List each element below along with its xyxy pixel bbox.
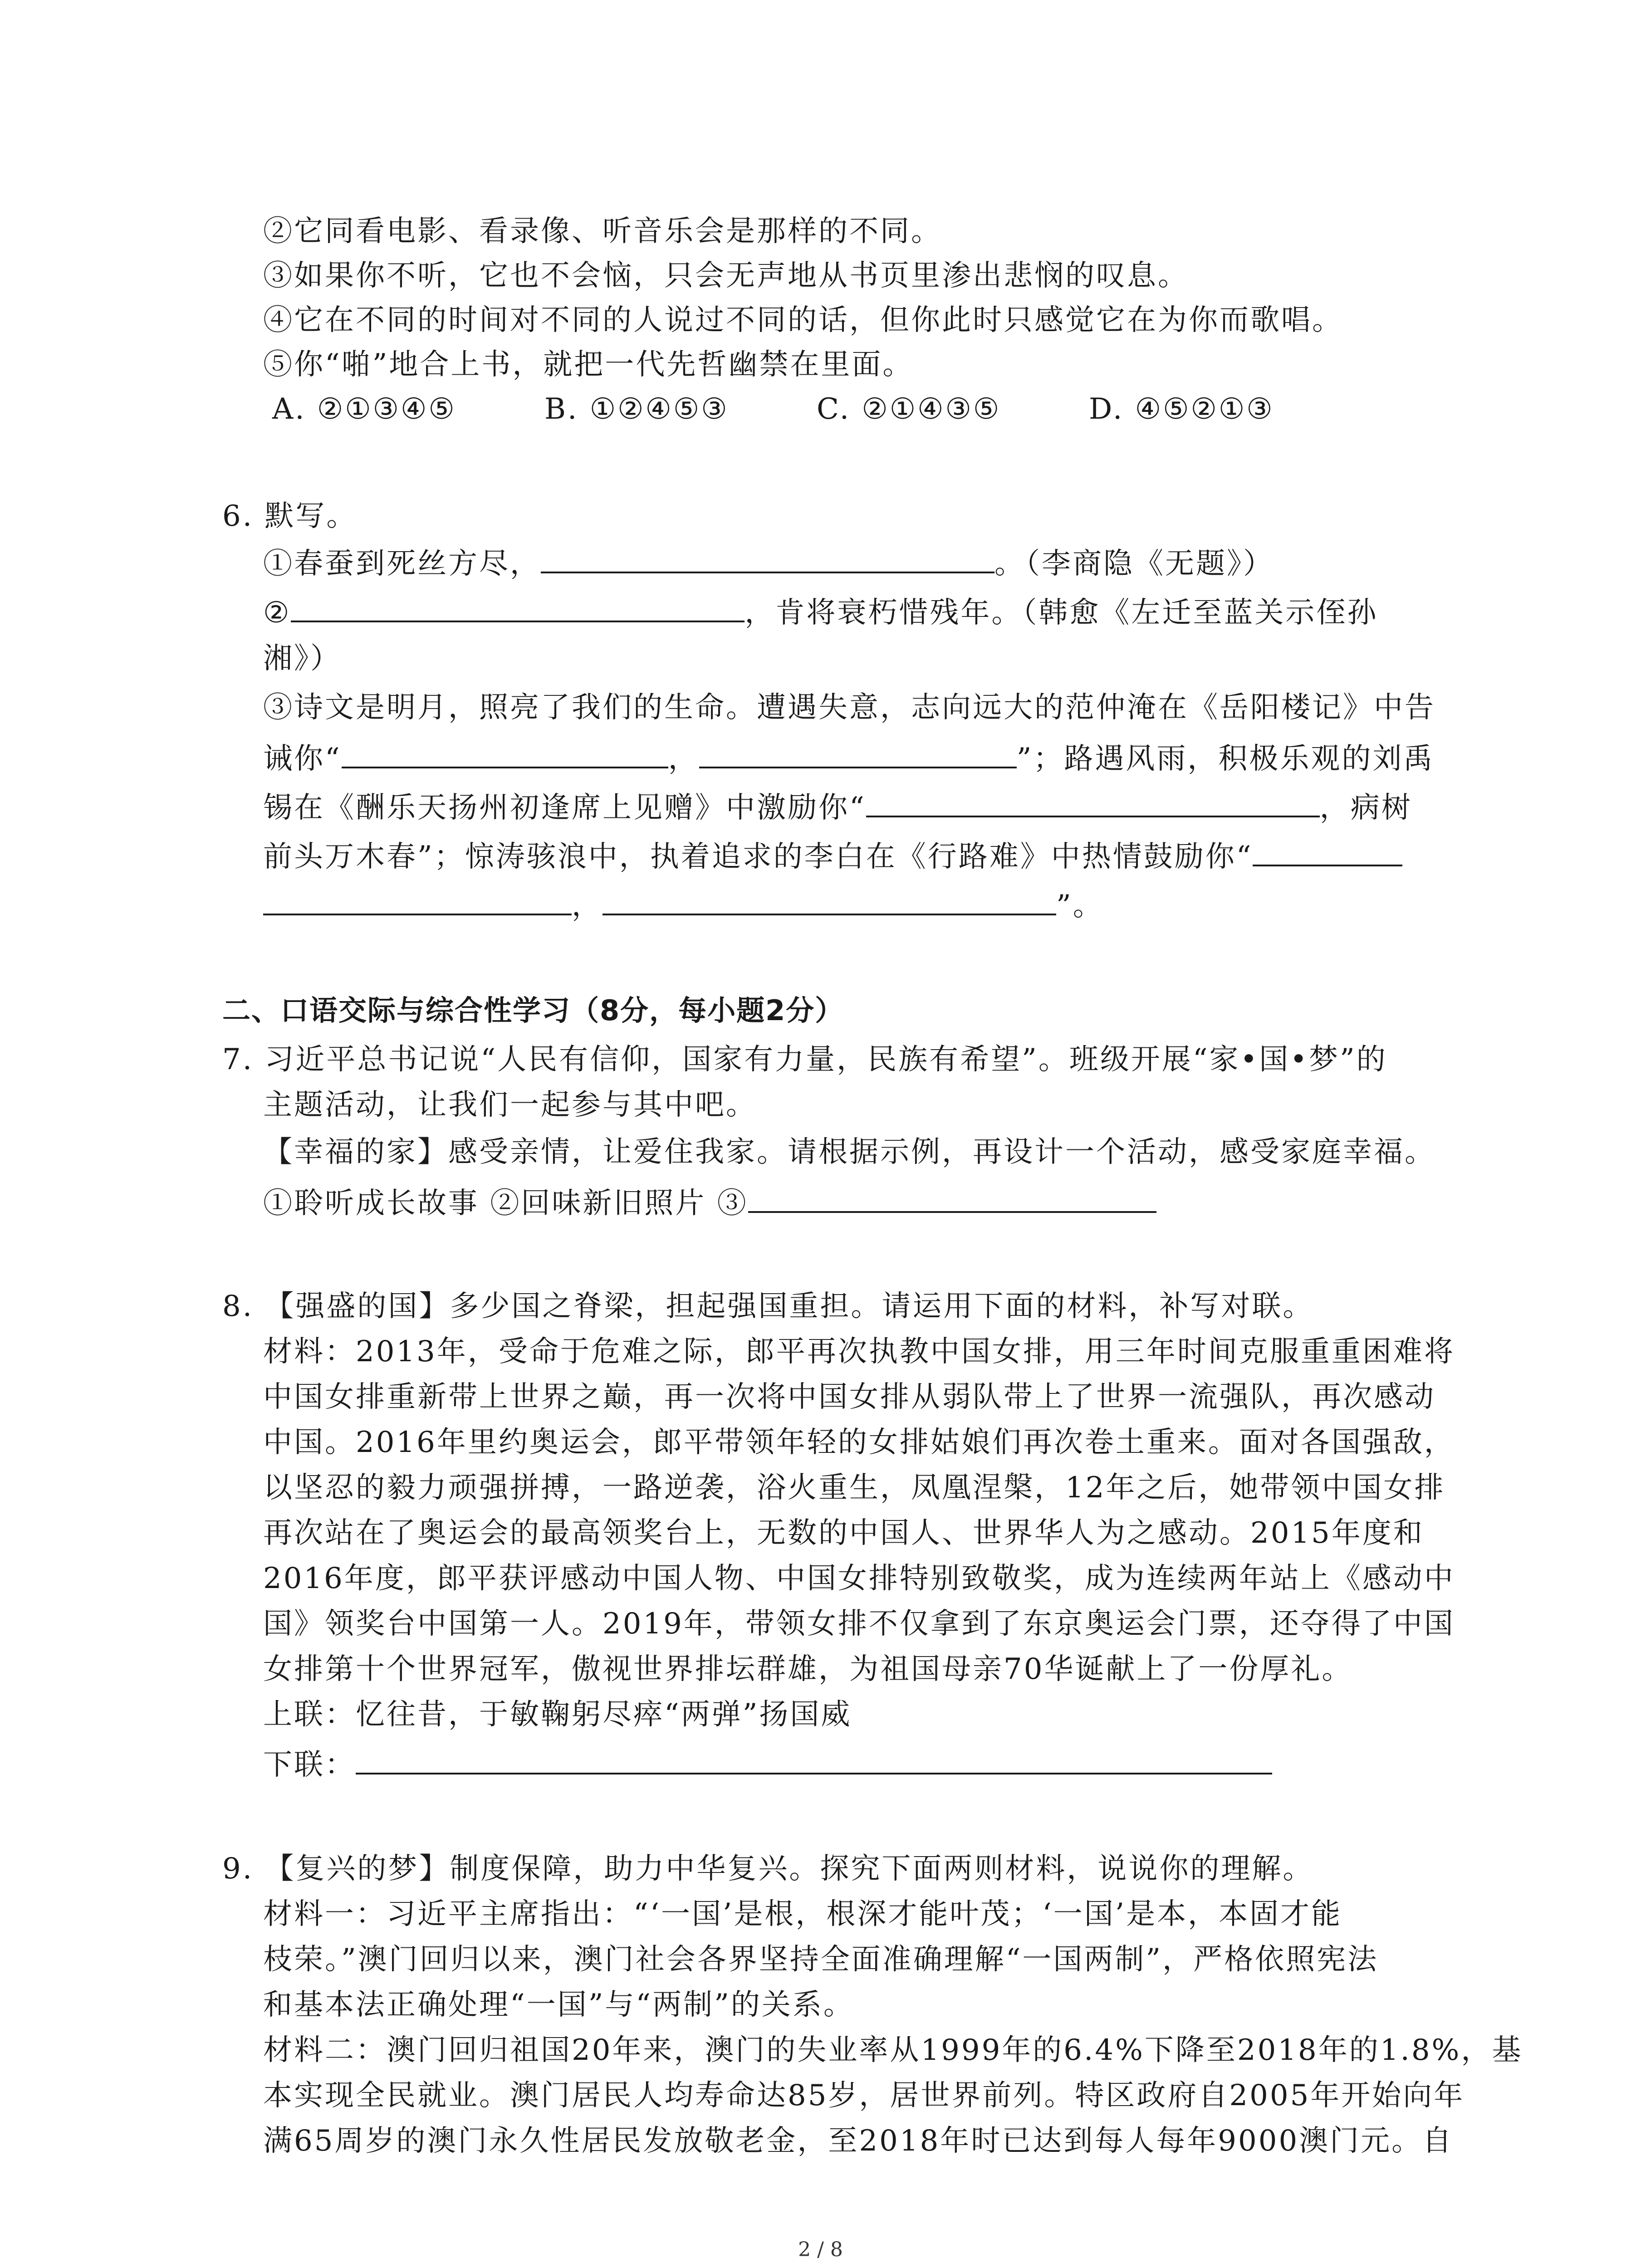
- q5-option-a: A. ②①③④⑤: [272, 392, 456, 426]
- q8-lower-couplet: 下联：: [263, 1745, 1272, 1783]
- q6-line-6: 锡在《酬乐天扬州初逢席上见赠》中激励你“ ，病树: [263, 787, 1412, 826]
- q7-line-4: ①聆听成长故事 ②回味新旧照片 ③: [263, 1183, 1156, 1222]
- q8-line-1: 8. 【强盛的国】多少国之脊梁，担起强国重担。请运用下面的材料，补写对联。: [222, 1290, 1314, 1323]
- q9-line-5: 材料二：澳门回归祖国20年来，澳门的失业率从1999年的6.4%下降至2018年的1.8%，基: [263, 2033, 1523, 2067]
- q5-option-b: B. ①②④⑤③: [544, 392, 729, 426]
- q8-line-4: 中国。2016年里约奥运会，郎平带领年轻的女排姑娘们再次卷土重来。面对各国强敌，: [263, 1426, 1455, 1459]
- q6-line-8: ， ”。: [263, 885, 1104, 924]
- q5-options: [272, 391, 1361, 427]
- q6-line-1: ①春蚕到死丝方尽， 。（李商隐《无题》）: [263, 543, 1274, 582]
- q8-line-8: 国》领奖台中国第一人。2019年，带领女排不仅拿到了东京奥运会门票，还夺得了中国: [263, 1607, 1455, 1641]
- q5-item-3: ③如果你不听，它也不会恼，只会无声地从书页里渗出悲悯的叹息。: [263, 259, 1189, 293]
- q6-line-2: ② ，肯将衰朽惜残年。（韩愈《左迁至蓝关示侄孙: [263, 592, 1378, 631]
- answer-blank[interactable]: [603, 885, 1056, 915]
- q6-line-5: 诫你“ ， ”；路遇风雨，积极乐观的刘禹: [263, 738, 1434, 777]
- q8-line-3: 中国女排重新带上世界之巅，再一次将中国女排从弱队带上了世界一流强队，再次感动: [263, 1380, 1435, 1414]
- q8-line-6: 再次站在了奥运会的最高领奖台上，无数的中国人、世界华人为之感动。2015年度和: [263, 1516, 1424, 1550]
- answer-blank[interactable]: [1253, 836, 1402, 866]
- answer-blank[interactable]: [263, 885, 572, 915]
- q9-line-6: 本实现全民就业。澳门居民人均寿命达85岁，居世界前列。特区政府自2005年开始向年: [263, 2079, 1465, 2112]
- q6-line-7: 前头万木春”；惊涛骇浪中，执着追求的李白在《行路难》中热情鼓励你“: [263, 836, 1402, 875]
- page-number: 2 / 8: [798, 2238, 843, 2261]
- q5-option-d: D. ④⑤②①③: [1089, 392, 1274, 426]
- q8-upper-couplet: 上联：忆往昔，于敏鞠躬尽瘁“两弹”扬国威: [263, 1698, 852, 1731]
- answer-blank[interactable]: [699, 738, 1017, 768]
- q9-line-1: 9. 【复兴的梦】制度保障，助力中华复兴。探究下面两则材料，说说你的理解。: [222, 1852, 1314, 1886]
- q5-option-c: C. ②①④③⑤: [817, 392, 1001, 426]
- q5-item-4: ④它在不同的时间对不同的人说过不同的话，但你此时只感觉它在为你而歌唱。: [263, 303, 1343, 337]
- q8-line-5: 以坚忍的毅力顽强拼搏，一路逆袭，浴火重生，凤凰涅槃，12年之后，她带领中国女排: [263, 1471, 1445, 1505]
- answer-blank[interactable]: [866, 787, 1320, 817]
- q8-line-9: 女排第十个世界冠军，傲视世界排坛群雄，为祖国母亲70华诞献上了一份厚礼。: [263, 1652, 1353, 1686]
- q6-title: 6. 默写。: [222, 499, 358, 533]
- answer-blank[interactable]: [342, 738, 668, 768]
- q6-line-4: ③诗文是明月，照亮了我们的生命。遭遇失意，志向远大的范仲淹在《岳阳楼记》中告: [263, 691, 1435, 724]
- answer-blank[interactable]: [291, 592, 745, 622]
- answer-blank[interactable]: [356, 1745, 1272, 1774]
- q7-line-1: 7. 习近平总书记说“人民有信仰，国家有力量，民族有希望”。班级开展“家•国•梦”的: [222, 1043, 1387, 1076]
- q8-line-2: 材料：2013年，受命于危难之际，郎平再次执教中国女排，用三年时间克服重重困难将: [263, 1335, 1455, 1369]
- q9-line-4: 和基本法正确处理“一国”与“两制”的关系。: [263, 1988, 854, 2022]
- q9-line-3: 枝荣。”澳门回归以来，澳门社会各界坚持全面准确理解“一国两制”，严格依照宪法: [263, 1943, 1379, 1976]
- q6-line-3: 湘》）: [263, 642, 341, 675]
- q7-line-3: 【幸福的家】感受亲情，让爱住我家。请根据示例，再设计一个活动，感受家庭幸福。: [263, 1135, 1435, 1169]
- section-heading: 二、口语交际与综合性学习（8分，每小题2分）: [222, 994, 844, 1027]
- q9-line-2: 材料一：习近平主席指出：“‘一国’是根，根深才能叶茂；‘一国’是本，本固才能: [263, 1897, 1342, 1931]
- answer-blank[interactable]: [748, 1183, 1156, 1213]
- q9-line-7: 满65周岁的澳门永久性居民发放敬老金，至2018年时已达到每人每年9000澳门元。自: [263, 2124, 1454, 2158]
- q7-line-2: 主题活动，让我们一起参与其中吧。: [263, 1088, 757, 1122]
- q5-item-2: ②它同看电影、看录像、听音乐会是那样的不同。: [263, 215, 942, 248]
- answer-blank[interactable]: [541, 543, 994, 573]
- q5-item-5: ⑤你“啪”地合上书，就把一代先哲幽禁在里面。: [263, 348, 914, 381]
- q8-line-7: 2016年度，郎平获评感动中国人物、中国女排特别致敬奖，成为连续两年站上《感动中: [263, 1562, 1455, 1595]
